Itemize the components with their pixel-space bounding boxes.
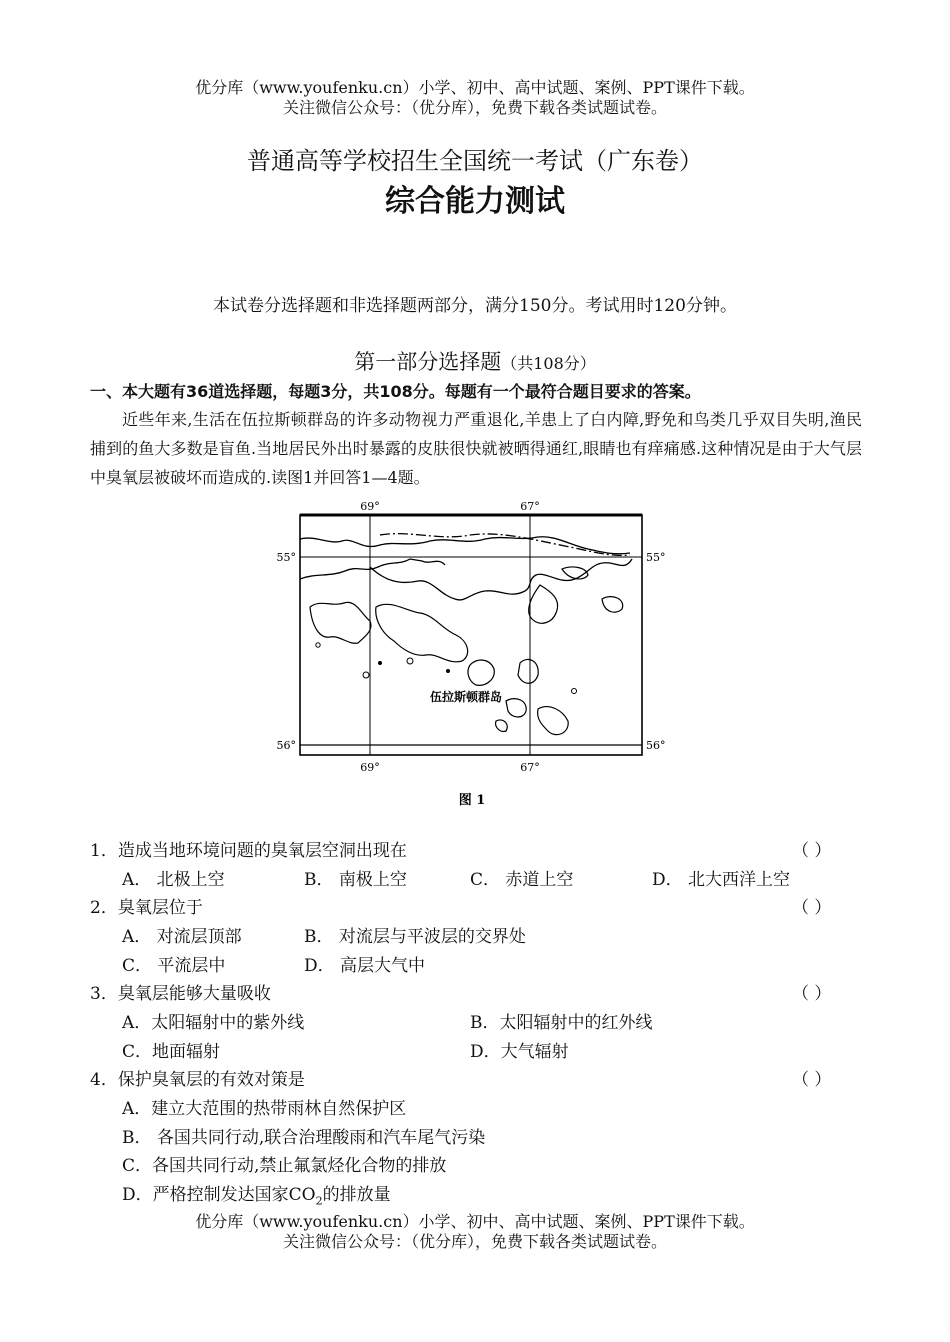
q4-option-d (122, 1184, 391, 1212)
q3-option-a: A．太阳辐射中的紫外线 (122, 1013, 305, 1033)
q3-option-b: B．太阳辐射中的红外线 (470, 1013, 653, 1033)
figure-caption: 图 1 (458, 793, 486, 808)
q4-option-d-text: D．严格控制发达国家CO (122, 1185, 316, 1205)
exam-subtitle: 综合能力测试 (385, 184, 565, 219)
part-one-heading (0, 349, 950, 377)
q4-option-d-tail: 的排放量 (322, 1185, 391, 1205)
reading-passage: 近些年来,生活在伍拉斯顿群岛的许多动物视力严重退化,羊患上了白内障,野免和鸟类几乎双目失明,渔民捕到的鱼大多数是盲鱼.当地居民外出时暴露的皮肤很快就被晒得通红,眼睛也有痒痛感.这种情况是由于大气层中臭氧层被破坏而造成的.读图1并回答1—4题。 (90, 410, 862, 487)
site-footer-line2: 关注微信公众号：（优分库），免费下载各类试题试卷。 (282, 1232, 667, 1251)
q4-option-b: B． 各国共同行动,联合治理酸雨和汽车尾气污染 (122, 1128, 486, 1148)
question-4-answer-blank: （ ） (792, 1070, 832, 1090)
exam-title: 普通高等学校招生全国统一考试（广东卷） (247, 147, 703, 175)
q1-option-b: B． 南极上空 (304, 870, 407, 890)
q4-option-d-subscript: 2 (315, 1194, 323, 1208)
question-3-answer-blank: （ ） (792, 984, 832, 1004)
question-1-answer-blank: （ ） (792, 841, 832, 861)
q1-option-c: C． 赤道上空 (470, 870, 574, 890)
site-header-line2: 关注微信公众号：（优分库），免费下载各类试题试卷。 (282, 98, 667, 117)
lon-bottom-69: 69° (360, 761, 380, 774)
question-4-stem: 4．保护臭氧层的有效对策是 (90, 1070, 305, 1090)
island-label: 伍拉斯顿群岛 (429, 690, 503, 704)
question-2-stem: 2．臭氧层位于 (90, 898, 203, 918)
part-one-score: （共108分） (501, 354, 596, 373)
q4-option-c: C．各国共同行动,禁止氟氯烃化合物的排放 (122, 1156, 447, 1176)
question-2-answer-blank: （ ） (792, 898, 832, 918)
question-1-stem: 1．造成当地环境问题的臭氧层空洞出现在 (90, 841, 407, 861)
site-footer-line1: 优分库（www.youfenku.cn）小学、初中、高中试题、案例、PPT课件下载。 (195, 1212, 755, 1231)
q4-option-a: A．建立大范围的热带雨林自然保护区 (122, 1099, 407, 1119)
question-3-stem: 3．臭氧层能够大量吸收 (90, 984, 271, 1004)
exam-intro: 本试卷分选择题和非选择题两部分，满分150分。考试用时120分钟。 (213, 296, 737, 316)
lat-left-56: 56° (276, 739, 296, 752)
section-heading: 一、本大题有36道选择题，每题3分，共108分。每题有一个最符合题目要求的答案。 (90, 382, 701, 401)
lat-left-55: 55° (276, 551, 296, 564)
lon-top-69: 69° (360, 500, 380, 513)
q3-option-c: C．地面辐射 (122, 1042, 221, 1062)
q1-option-a: A． 北极上空 (122, 870, 225, 890)
lat-right-55: 55° (646, 551, 666, 564)
site-header-line1: 优分库（www.youfenku.cn）小学、初中、高中试题、案例、PPT课件下载。 (195, 78, 755, 97)
q2-option-c: C． 平流层中 (122, 956, 226, 976)
q3-option-d: D．大气辐射 (470, 1042, 569, 1062)
q1-option-d: D． 北大西洋上空 (652, 870, 791, 890)
q2-option-a: A． 对流层顶部 (122, 927, 242, 947)
q2-option-d: D． 高层大气中 (304, 956, 426, 976)
lat-right-56: 56° (646, 739, 666, 752)
part-one-title: 第一部分选择题 (354, 350, 502, 374)
q2-option-b: B． 对流层与平波层的交界处 (304, 927, 526, 947)
lon-top-67: 67° (520, 500, 540, 513)
lon-bottom-67: 67° (520, 761, 540, 774)
figure-1-map (270, 495, 670, 815)
